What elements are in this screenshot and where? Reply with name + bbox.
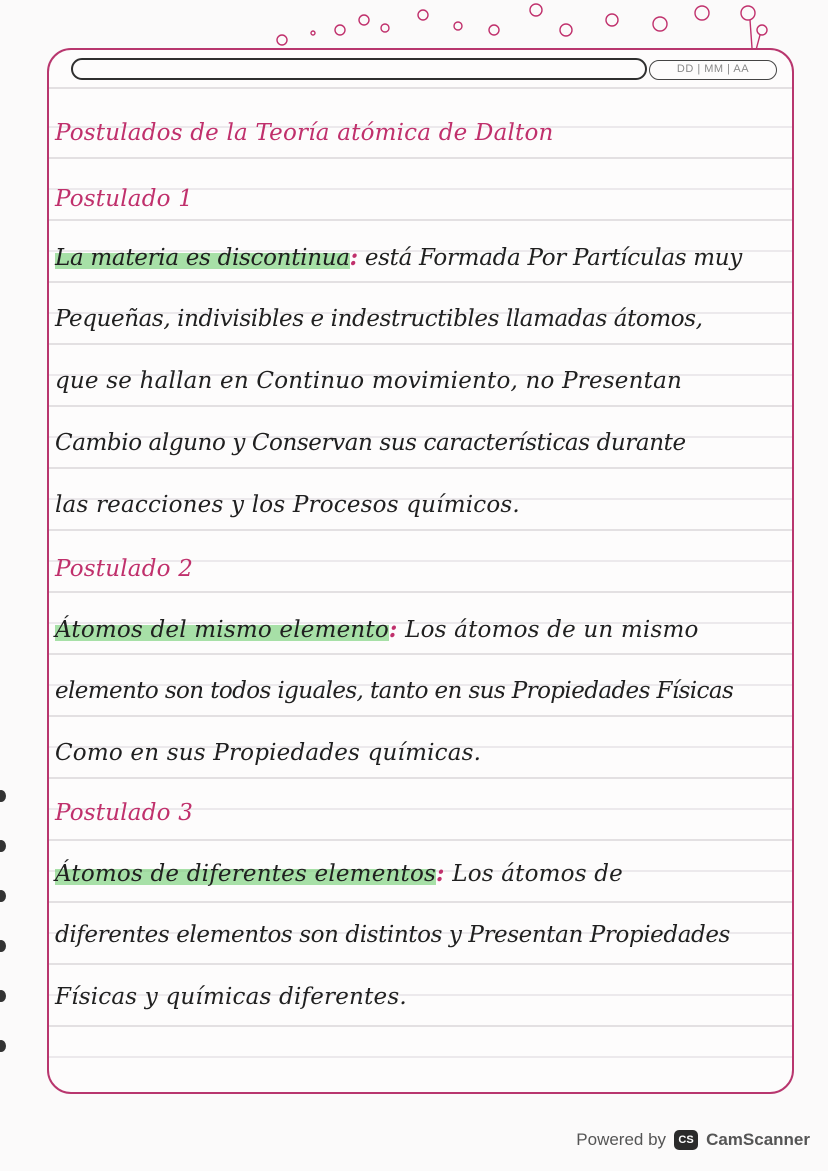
postulate-2-text: Los átomos de un mismo — [397, 617, 699, 643]
postulate-2-heading: Postulado 2 — [55, 556, 194, 582]
postulate-1-text: está Formada Por Partículas muy — [357, 245, 742, 271]
postulate-2-line-3: Como en sus Propiedades químicas. — [55, 740, 482, 766]
postulate-3-colon: : — [436, 860, 445, 887]
lined-sheet — [47, 48, 794, 1094]
postulate-3-text: Los átomos de — [444, 861, 623, 887]
postulate-1-highlight: La materia es discontinua — [55, 245, 350, 271]
postulate-3-heading: Postulado 3 — [55, 800, 194, 826]
binder-hole — [0, 790, 6, 802]
postulate-1-line-2: Pequeñas, indivisibles e indestructibles llamadas átomos, — [55, 306, 703, 332]
postulate-1-colon: : — [349, 244, 358, 271]
postulate-1-line-1 — [55, 244, 790, 271]
postulate-3-line-1 — [55, 860, 790, 887]
scanner-watermark — [576, 1123, 810, 1157]
binder-hole — [0, 840, 6, 852]
postulate-2-line-1 — [55, 616, 790, 643]
postulate-1-line-5: las reacciones y los Procesos químicos. — [55, 492, 520, 518]
binder-hole — [0, 990, 6, 1002]
postulate-1-line-4: Cambio alguno y Conservan sus características durante — [55, 430, 686, 456]
powered-by-label: Powered by — [576, 1130, 667, 1149]
postulate-2-line-2: elemento son todos iguales, tanto en sus Propiedades Físicas — [55, 678, 734, 704]
page-title: Postulados de la Teoría atómica de Dalton — [55, 120, 554, 146]
postulate-3-highlight: Átomos de diferentes elementos — [55, 861, 437, 887]
binder-hole — [0, 940, 6, 952]
postulate-1-heading: Postulado 1 — [55, 186, 194, 212]
postulate-2-highlight: Átomos del mismo elemento — [55, 617, 389, 643]
postulate-1-line-3: que se hallan en Continuo movimiento, no Presentan — [55, 368, 682, 394]
postulate-3-line-3: Físicas y químicas diferentes. — [55, 984, 407, 1010]
header-name-box — [71, 58, 647, 80]
postulate-3-line-2: diferentes elementos son distintos y Presentan Propiedades — [55, 922, 730, 948]
date-field: DD | MM | AA — [649, 60, 777, 80]
binder-hole — [0, 890, 6, 902]
camscanner-logo-icon: CS — [674, 1130, 698, 1150]
binder-hole — [0, 1040, 6, 1052]
postulate-2-colon: : — [388, 616, 398, 643]
camscanner-brand: CamScanner — [706, 1130, 810, 1149]
